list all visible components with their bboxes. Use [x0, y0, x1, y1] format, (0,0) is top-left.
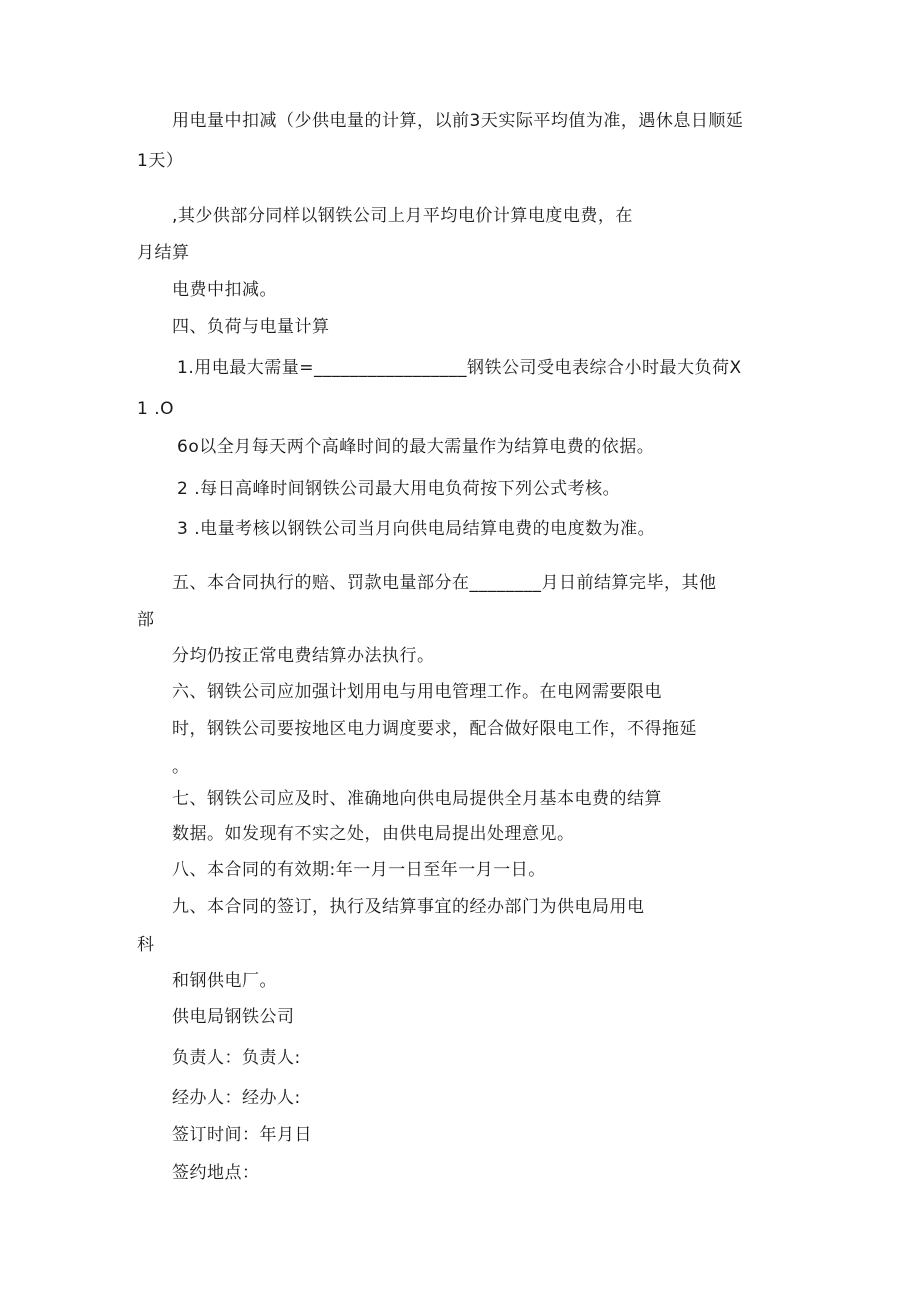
signature-handler: 经办人：经办人: [172, 1088, 301, 1108]
signature-place: 签约地点： [172, 1163, 260, 1183]
text-line: 1 .O [137, 399, 175, 419]
text-line: 七、钢铁公司应及时、准确地向供电局提供全月基本电费的结算 [172, 789, 662, 809]
text-line: 6o以全月每天两个高峰时间的最大需量作为结算电费的依据。 [177, 437, 655, 457]
text-line: 2 .每日高峰时间钢铁公司最大用电负荷按下列公式考核。 [177, 479, 621, 499]
text-line: 科 [137, 935, 155, 955]
text-line: 八、本合同的有效期:年一月一日至年一月一日。 [172, 860, 546, 880]
text-line: 1.用电最大需量=_________________钢铁公司受电表综合小时最大负荷X [177, 358, 742, 378]
text-line: 六、钢铁公司应加强计划用电与用电管理工作。在电网需要限电 [172, 682, 662, 702]
text-line: 月结算 [137, 243, 190, 263]
text-line: 部 [137, 610, 155, 630]
section-heading: 四、负荷与电量计算 [172, 317, 330, 337]
text-line: 时，钢铁公司要按地区电力调度要求，配合做好限电工作，不得拖延 [172, 719, 697, 739]
text-line: 3 .电量考核以钢铁公司当月向供电局结算电费的电度数为准。 [177, 519, 656, 539]
text-line: 数据。如发现有不实之处，由供电局提出处理意见。 [172, 824, 575, 844]
text-line: 。 [172, 757, 190, 777]
signature-responsible: 负责人：负责人: [172, 1048, 301, 1068]
text-line: 用电量中扣减（少供电量的计算，以前3天实际平均值为准，遇休息日顺延 [172, 111, 744, 131]
signature-parties: 供电局钢铁公司 [172, 1007, 295, 1027]
text-line: ,其少供部分同样以钢铁公司上月平均电价计算电度电费，在 [172, 206, 633, 226]
text-line: 九、本合同的签订，执行及结算事宜的经办部门为供电局用电 [172, 897, 645, 917]
signature-date: 签订时间：年月日 [172, 1125, 312, 1145]
text-line: 分均仍按正常电费结算办法执行。 [172, 646, 435, 666]
text-line: 和钢供电厂。 [172, 971, 277, 991]
text-line: 五、本合同执行的赔、罚款电量部分在________月日前结算完毕，其他 [172, 573, 717, 593]
text-line: 1天） [137, 151, 184, 171]
text-line: 电费中扣减。 [172, 280, 277, 300]
